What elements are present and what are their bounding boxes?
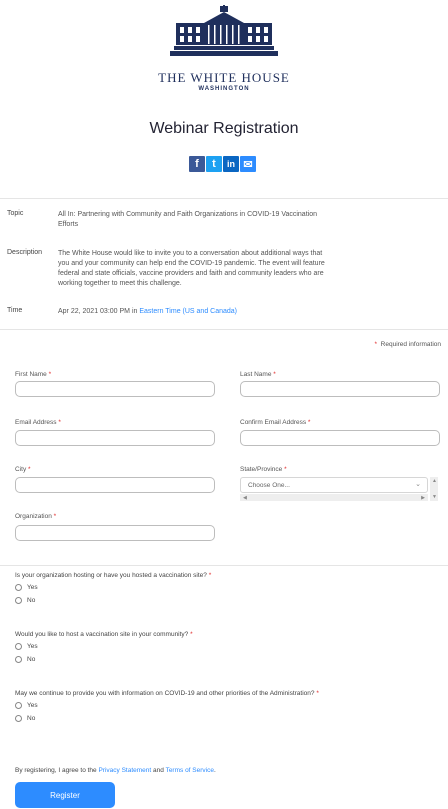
first-name-label: First Name * <box>15 371 52 378</box>
radio-icon[interactable] <box>15 715 22 722</box>
city-label: City * <box>15 466 31 473</box>
question-3-no[interactable]: No <box>15 715 35 722</box>
chevron-down-icon: ⌄ <box>415 481 421 488</box>
facebook-icon[interactable]: f <box>189 156 205 172</box>
description-label: Description <box>7 249 43 256</box>
scroll-right-icon[interactable]: ▶ <box>421 495 425 501</box>
radio-icon[interactable] <box>15 584 22 591</box>
city-input[interactable] <box>15 477 215 493</box>
question-3-yes[interactable]: Yes <box>15 702 38 709</box>
question-1-yes[interactable]: Yes <box>15 584 38 591</box>
topic-value: All In: Partnering with Community and Faith Organizations in COVID-19 Vaccination Efforts <box>58 211 317 228</box>
terms-text: By registering, I agree to the Privacy Statement and Terms of Service. <box>15 767 216 774</box>
topic-label: Topic <box>7 210 24 217</box>
horizontal-scrollbar[interactable] <box>240 494 428 501</box>
page-title: Webinar Registration <box>149 120 299 137</box>
scroll-up-icon[interactable]: ▲ <box>432 478 437 484</box>
state-select[interactable] <box>240 477 428 493</box>
brand-subtitle: WASHINGTON <box>198 86 250 92</box>
radio-icon[interactable] <box>15 702 22 709</box>
register-button[interactable]: Register <box>15 782 115 808</box>
description-value: The White House would like to invite you to a conversation about additional ways that you and your community can help end the COVID-19 pandemic. The event will feature federal and state officials, vaccine providers and faith and community leaders who are working together to meet this challenge. <box>58 250 325 287</box>
scroll-left-icon[interactable]: ◀ <box>243 495 247 501</box>
divider <box>0 565 448 566</box>
question-2: Would you like to host a vaccination site in your community? * <box>15 631 193 638</box>
question-2-no[interactable]: No <box>15 656 35 663</box>
privacy-statement-link[interactable]: Privacy Statement <box>98 767 152 774</box>
organization-label: Organization * <box>15 513 57 520</box>
email-label: Email Address * <box>15 419 61 426</box>
last-name-label: Last Name * <box>240 371 276 378</box>
vertical-scrollbar[interactable] <box>430 477 438 501</box>
brand-title: THE WHITE HOUSE <box>158 70 290 85</box>
question-1-no[interactable]: No <box>15 597 35 604</box>
question-2-yes[interactable]: Yes <box>15 643 38 650</box>
email-icon[interactable]: ✉ <box>240 156 256 172</box>
state-label: State/Province * <box>240 466 287 473</box>
terms-of-service-link[interactable]: Terms of Service <box>165 767 214 774</box>
timezone-link[interactable]: Eastern Time (US and Canada) <box>139 308 238 315</box>
last-name-input[interactable] <box>240 381 440 397</box>
radio-icon[interactable] <box>15 643 22 650</box>
twitter-icon[interactable]: t <box>206 156 222 172</box>
linkedin-icon[interactable]: in <box>223 156 239 172</box>
state-select-value: Choose One... <box>248 482 290 489</box>
organization-input[interactable] <box>15 525 215 541</box>
divider <box>0 198 448 199</box>
time-label: Time <box>7 307 23 314</box>
divider <box>0 329 448 330</box>
email-input[interactable] <box>15 430 215 446</box>
question-1: Is your organization hosting or have you hosted a vaccination site? * <box>15 572 212 579</box>
required-note: * Required information <box>374 341 441 348</box>
scroll-down-icon[interactable]: ▼ <box>432 494 437 500</box>
confirm-email-label: Confirm Email Address * <box>240 419 311 426</box>
radio-icon[interactable] <box>15 656 22 663</box>
time-value: Apr 22, 2021 03:00 PM in Eastern Time (US and Canada) <box>58 308 238 315</box>
question-3: May we continue to provide you with information on COVID-19 and other priorities of the Administration? * <box>15 690 319 697</box>
radio-icon[interactable] <box>15 597 22 604</box>
confirm-email-input[interactable] <box>240 430 440 446</box>
first-name-input[interactable] <box>15 381 215 397</box>
white-house-logo <box>168 5 280 57</box>
